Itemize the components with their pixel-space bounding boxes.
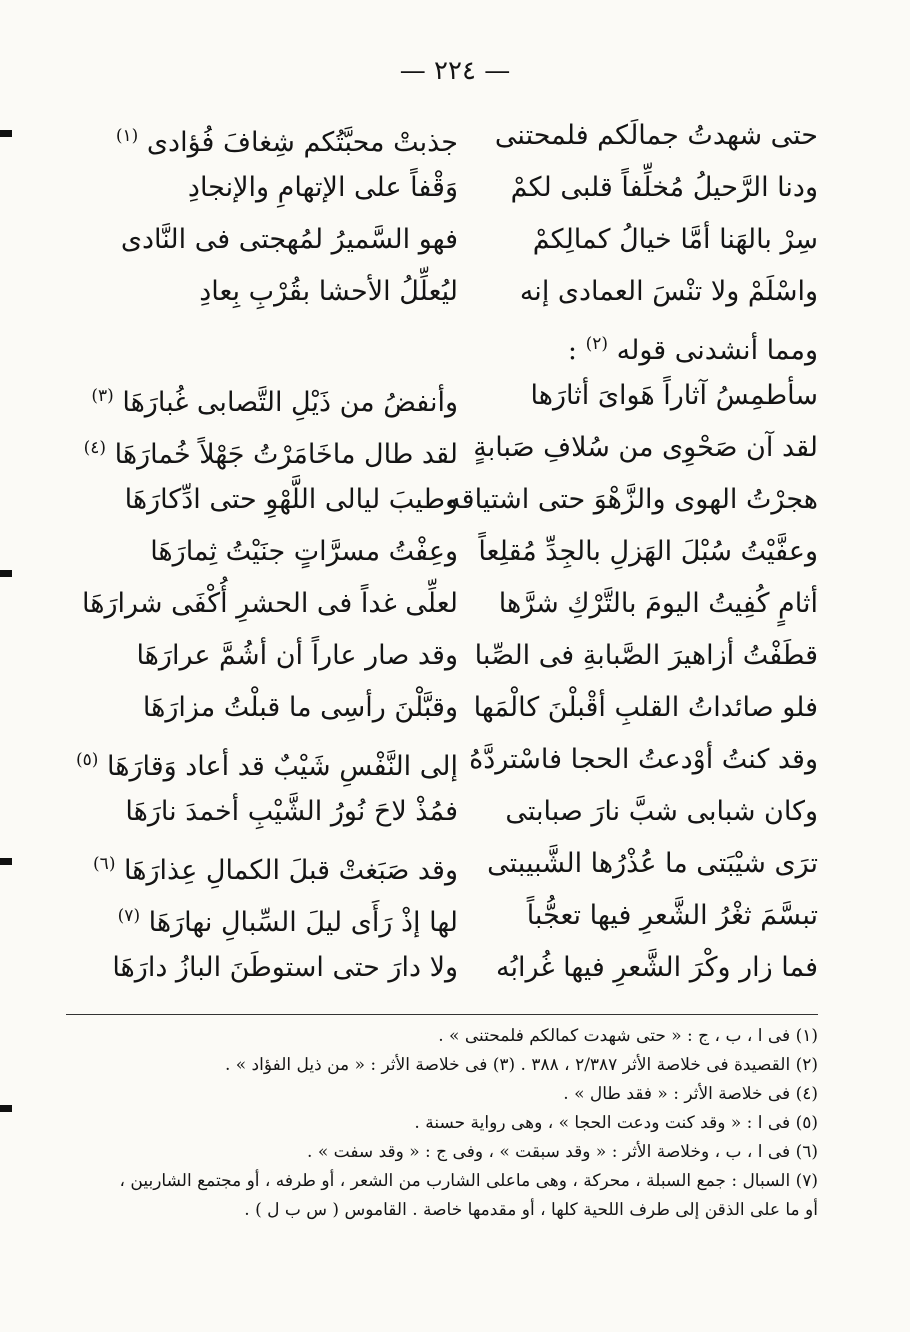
verse-row xyxy=(88,266,818,318)
verse-row xyxy=(88,890,818,942)
margin-mark xyxy=(0,858,12,865)
first-hemistich: وقد كنتُ أوْدعتُ الحجا فاسْتردَّهُ xyxy=(469,744,818,775)
footnote: أو ما على الذقن إلى طرف اللحية كلها ، أو مقدمها خاصة . القاموس ( س ب ل ) . xyxy=(244,1200,818,1220)
page-number: — ٢٢٤ — xyxy=(399,56,511,86)
footnote-ref: (٦) xyxy=(93,854,116,874)
second-hemistich xyxy=(88,630,458,682)
verse-row xyxy=(82,578,818,630)
footnote: (٢) القصيدة فى خلاصة الأثر ٢/٣٨٧ ، ٣٨٨ . (٣) فى خلاصة الأثر : « من ذيل الفؤاد » . xyxy=(224,1055,818,1075)
second-hemistich xyxy=(88,266,458,318)
intro-text: ومما أنشدنى قوله xyxy=(616,335,818,366)
second-hemistich xyxy=(88,786,458,838)
second-hemistich-text: وقبَّلْنَ رأسِى ما قبلْتُ مزارَهَا xyxy=(142,692,458,723)
margin-mark xyxy=(0,570,12,577)
second-hemistich-text: ليُعلِّلُ الأحشا بقُرْبِ بِعادِ xyxy=(199,276,458,307)
verse-row xyxy=(83,422,818,474)
verse-row xyxy=(88,942,818,994)
verse-row xyxy=(88,630,818,682)
first-hemistich: وعفَّيْتُ سُبْلَ الهَزلِ بالجِدِّ مُقلِعاً xyxy=(478,536,818,567)
footnote: (٦) فى ا ، ب ، وخلاصة الأثر : « وقد سبقت » ، وفى ج : « وقد سفت » . xyxy=(307,1142,818,1162)
second-hemistich xyxy=(88,370,458,422)
second-hemistich xyxy=(88,682,458,734)
second-hemistich-text: وأنفضُ من ذَيْلِ التَّصابى غُبارَهَا xyxy=(122,387,458,418)
second-hemistich xyxy=(83,422,458,474)
second-hemistich xyxy=(75,734,458,786)
first-hemistich: تبسَّمَ ثغْرُ الشَّعرِ فيها تعجُّباً xyxy=(526,900,818,931)
second-hemistich-text: فهو السَّميرُ لمُهجتى فى النَّادى xyxy=(120,224,458,255)
verse-row xyxy=(88,682,818,734)
verse-row xyxy=(88,162,818,214)
verse-row xyxy=(75,734,818,786)
first-hemistich: ترَى شيْبَتى ما عُذْرُها الشَّبيبتى xyxy=(487,848,818,879)
footnotes xyxy=(58,1022,818,1225)
second-hemistich-text: لقد طال ماخَامَرْتُ جَهْلاً خُمارَهَا xyxy=(114,439,458,470)
intro-footnote-ref: (٢) xyxy=(585,334,609,354)
footnote: (٥) فى ا : « وقد كنت ودعت الحجا » ، وهى رواية حسنة . xyxy=(414,1113,818,1133)
first-hemistich: ودنا الرَّحيلُ مُخلِّفاً قلبى لكمْ xyxy=(510,172,818,203)
verse-row xyxy=(88,214,818,266)
first-hemistich: واسْلَمْ ولا تنْسَ العمادى إنه xyxy=(519,276,818,307)
footnote: (٤) فى خلاصة الأثر : « فقد طال » . xyxy=(563,1084,818,1104)
second-hemistich-text: وقد صَبَغتْ قبلَ الكمالِ عِذارَهَا xyxy=(124,855,458,886)
footnote-rule xyxy=(66,1014,818,1015)
second-hemistich xyxy=(88,474,458,526)
second-hemistich-text: فمُذْ لاحَ نُورُ الشَّيْبِ أخمدَ نارَهَا xyxy=(125,796,458,827)
first-hemistich: أثامٍ كُفِيتُ اليومَ بالتَّرْكِ شرَّها xyxy=(498,588,818,619)
second-hemistich-text: وعِفْتُ مسرَّاتٍ جنَيْتُ ثِمارَهَا xyxy=(150,536,458,567)
verse-row xyxy=(88,838,818,890)
margin-mark xyxy=(0,130,12,137)
footnote-ref: (١) xyxy=(115,126,139,146)
second-hemistich xyxy=(82,578,458,630)
second-hemistich-text: وطيبَ ليالى اللَّهْوِ حتى ادِّكارَهَا xyxy=(124,484,458,515)
first-hemistich: سأطمِسُ آثاراً هَواىَ أثارَها xyxy=(530,380,818,411)
first-hemistich: فما زار وكْرَ الشَّعرِ فيها غُرابُه xyxy=(496,952,818,983)
second-hemistich-text: وقد صار عاراً أن أشُمَّ عرارَهَا xyxy=(136,640,458,671)
verse-row xyxy=(88,370,818,422)
verse-row xyxy=(88,526,818,578)
first-hemistich: قطَفْتُ أزاهيرَ الصَّبابةِ فى الصِّبا xyxy=(474,640,818,671)
footnote-ref: (٧) xyxy=(117,906,141,926)
footnote-ref: (٣) xyxy=(91,386,114,406)
footnote-ref: (٤) xyxy=(83,438,107,458)
footnote: (٧) السبال : جمع السبلة ، محركة ، وهى ماعلى الشارب من الشعر ، أو طرفه ، أو مجتمع الشاربين ، xyxy=(119,1171,818,1191)
intro-line xyxy=(88,318,818,370)
first-hemistich: حتى شهدتُ جمالَكم فلمحتنى xyxy=(494,120,818,151)
poem-block xyxy=(75,110,818,994)
margin-mark xyxy=(0,1105,12,1112)
first-hemistich: لقد آن صَحْوِى من سُلافِ صَبابةٍ xyxy=(473,432,818,463)
second-hemistich xyxy=(88,526,458,578)
footnote: (١) فى ا ، ب ، ج : « حتى شهدت كمالكم فلمحتنى » . xyxy=(438,1026,818,1046)
second-hemistich-text: لها إذْ رَأَى ليلَ السِّبالِ نهارَهَا xyxy=(148,907,458,938)
second-hemistich xyxy=(88,890,458,942)
verse-row xyxy=(88,786,818,838)
second-hemistich xyxy=(88,214,458,266)
second-hemistich xyxy=(88,110,458,162)
second-hemistich-text: لعلِّى غداً فى الحشرِ أُكْفَى شرارَهَا xyxy=(82,588,458,619)
first-hemistich: هجرْتُ الهوى والزَّهْوَ حتى اشتياقه xyxy=(447,484,818,515)
intro-colon: : xyxy=(567,335,578,366)
first-hemistich: سِرْ بالهَنا أمَّا خيالُ كمالِكمْ xyxy=(532,224,818,255)
second-hemistich xyxy=(88,942,458,994)
verse-row xyxy=(88,474,818,526)
first-hemistich: فلو صائداتُ القلبِ أقْبلْنَ كالْمَها xyxy=(473,692,818,723)
second-hemistich-text: إلى النَّفْسِ شَيْبٌ قد أعاد وَقارَهَا xyxy=(107,751,458,782)
second-hemistich-text: ولا دارَ حتى استوطَنَ البازُ دارَهَا xyxy=(112,952,458,983)
second-hemistich xyxy=(88,162,458,214)
second-hemistich-text: وَقْفاً على الإتهامِ والإنجادِ xyxy=(187,172,458,203)
first-hemistich: وكان شبابى شبَّ نارَ صبابتى xyxy=(505,796,818,827)
footnote-ref: (٥) xyxy=(75,750,99,770)
second-hemistich xyxy=(88,838,458,890)
second-hemistich-text: جذبتْ محبَّتُكم شِغافَ فُؤادى xyxy=(146,127,458,158)
verse-row xyxy=(88,110,818,162)
poem-a xyxy=(88,110,818,318)
poem-b xyxy=(75,370,818,994)
